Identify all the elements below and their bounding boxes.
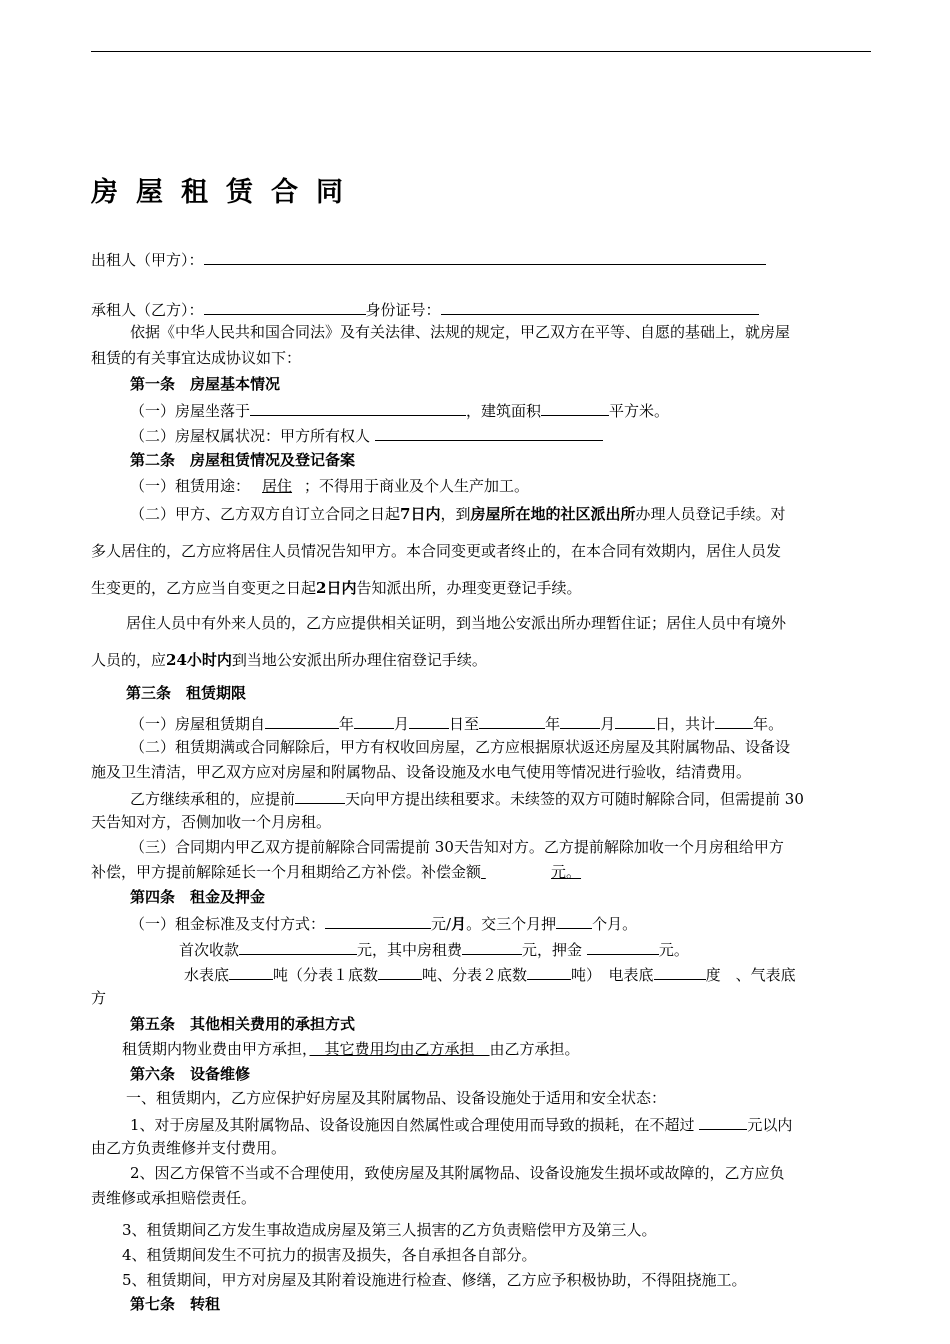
- lessee-line: 承租人（乙方）： 身份证号：: [91, 298, 759, 320]
- article-4-item-1: （一）租金标准及支付方式： 元/月。交三个月押 个月。: [130, 912, 637, 934]
- article-6-item-1: 一、租赁期内，乙方应保护好房屋及其附属物品、设备设施处于适用和安全状态：: [126, 1089, 667, 1107]
- article-6-heading: 第六条 设备维修: [130, 1065, 251, 1083]
- article-6-item-4: 3、租赁期间乙方发生事故造成房屋及第三人损害的乙方负责赔偿甲方及第三人。: [122, 1221, 657, 1239]
- water-meter-blank[interactable]: [229, 963, 273, 980]
- article-2-item-1: （一）租赁用途： 居住 ；不得用于商业及个人生产加工。: [130, 477, 530, 495]
- usage-value: 居住: [262, 477, 293, 495]
- area-blank[interactable]: [541, 399, 609, 416]
- lessor-line: 出租人（甲方）：: [91, 248, 766, 270]
- article-2-item-2: （二）甲方、乙方双方自订立合同之日起7日内，到房屋所在地的社区派出所办理人员登记手续。对: [130, 505, 786, 523]
- article-4-first-payment: 首次收款 元，其中房租费 元，押金 元。: [179, 938, 689, 960]
- article-3-renewal: 乙方继续承租的，应提前 天向甲方提出续租要求。未续签的双方可随时解除合同，但需提前 30: [130, 787, 804, 809]
- article-6-item-3: 2、因乙方保管不当或不合理使用，致使房屋及其附属物品、设备设施发生损坏或故障的，乙方应负: [130, 1164, 785, 1182]
- article-6-item-2-cont: 由乙方负责维修并支付费用。: [91, 1139, 287, 1157]
- document-title: 房屋租赁合同: [91, 177, 361, 208]
- article-4-heading: 第四条 租金及押金: [130, 888, 266, 906]
- article-3-item-1: （一）房屋租赁期自 年 月 日至 年 月 日，共计 年。: [130, 712, 783, 734]
- address-blank[interactable]: [250, 399, 466, 416]
- compensation-blank[interactable]: [481, 862, 551, 882]
- article-1-heading: 第一条 房屋基本情况: [130, 375, 281, 393]
- article-6-item-2: 1、对于房屋及其附属物品、设备设施因自然属性或合理使用而导致的损耗，在不超过 元以内: [130, 1113, 792, 1135]
- rent-amount-blank[interactable]: [325, 912, 431, 929]
- article-2-item-3-cont: 人员的，应24小时内到当地公安派出所办理住宿登记手续。: [91, 651, 487, 669]
- article-6-item-5: 4、租赁期间发生不可抗力的损害及损失，各自承担各自部分。: [122, 1246, 537, 1264]
- id-number-blank[interactable]: [441, 298, 759, 315]
- article-7-heading: 第七条 转租: [130, 1295, 221, 1313]
- repair-limit-blank[interactable]: [699, 1113, 747, 1130]
- submeter-2-blank[interactable]: [527, 963, 571, 980]
- article-6-item-6: 5、租赁期间，甲方对房屋及其附着设施进行检查、修缮，乙方应予积极协助，不得阻挠施工。: [122, 1271, 747, 1289]
- electric-meter-blank[interactable]: [654, 963, 706, 980]
- article-2-heading: 第二条 房屋租赁情况及登记备案: [130, 451, 356, 469]
- deposit-months-blank[interactable]: [556, 912, 592, 929]
- article-4-meters: 水表底 吨（分表１底数 吨、分表２底数 吨） 电表底 度 、气表底: [184, 963, 796, 985]
- first-payment-blank[interactable]: [239, 938, 357, 955]
- article-1-item-1: （一）房屋坐落于 ，建筑面积 平方米。: [130, 399, 669, 421]
- lessee-blank[interactable]: [204, 298, 366, 315]
- article-3-heading: 第三条 租赁期限: [126, 684, 247, 702]
- end-day-blank[interactable]: [615, 712, 655, 729]
- article-5-heading: 第五条 其他相关费用的承担方式: [130, 1015, 356, 1033]
- article-2-item-2-cont-2: 生变更的，乙方应当自变更之日起2日内告知派出所，办理变更登记手续。: [91, 579, 582, 597]
- article-4-meters-cont: 方: [91, 989, 107, 1007]
- article-3-item-3-cont: 补偿，甲方提前解除延长一个月租期给乙方补偿。补偿金额 元。: [91, 863, 582, 881]
- lessor-blank[interactable]: [204, 248, 766, 265]
- start-month-blank[interactable]: [354, 712, 394, 729]
- submeter-1-blank[interactable]: [378, 963, 422, 980]
- article-2-item-2-cont-1: 多人居住的，乙方应将居住人员情况告知甲方。本合同变更或者终止的，在本合同有效期内，居住人员发: [91, 542, 782, 560]
- article-6-item-3-cont: 责维修或承担赔偿责任。: [91, 1189, 257, 1207]
- intro-line-2: 租赁的有关事宜达成协议如下：: [91, 349, 302, 367]
- article-3-item-2: （二）租赁期满或合同解除后，甲方有权收回房屋，乙方应根据原状返还房屋及其附属物品、设备设: [130, 738, 791, 756]
- start-year-blank[interactable]: [265, 712, 339, 729]
- article-1-item-2: （二）房屋权属状况：甲方所有权人: [130, 424, 603, 446]
- article-3-renewal-cont: 天告知对方，否侧加收一个月房租。: [91, 813, 332, 831]
- renewal-days-blank[interactable]: [295, 787, 345, 804]
- end-year-blank[interactable]: [479, 712, 545, 729]
- article-3-item-3: （三）合同期内甲乙双方提前解除合同需提前 30天告知对方。乙方提前解除加收一个月房租给甲方: [130, 838, 784, 856]
- intro-line-1: 依据《中华人民共和国合同法》及有关法律、法规的规定，甲乙双方在平等、自愿的基础上，就房屋: [130, 323, 791, 341]
- article-5-item-1: 租赁期内物业费由甲方承担， 其它费用均由乙方承担 由乙方承担。: [122, 1040, 580, 1058]
- deposit-blank[interactable]: [587, 938, 659, 955]
- owner-blank[interactable]: [375, 424, 603, 441]
- header-rule: [91, 51, 871, 52]
- rent-fee-blank[interactable]: [462, 938, 522, 955]
- other-fees-value: 其它费用均由乙方承担: [309, 1040, 490, 1058]
- total-years-blank[interactable]: [715, 712, 753, 729]
- start-day-blank[interactable]: [409, 712, 449, 729]
- end-month-blank[interactable]: [560, 712, 600, 729]
- article-2-item-3: 居住人员中有外来人员的，乙方应提供相关证明，到当地公安派出所办理暂住证；居住人员中有境外: [126, 614, 787, 632]
- article-3-item-2-cont: 施及卫生清洁，甲乙双方应对房屋和附属物品、设备设施及水电气使用等情况进行验收，结清费用。: [91, 763, 752, 781]
